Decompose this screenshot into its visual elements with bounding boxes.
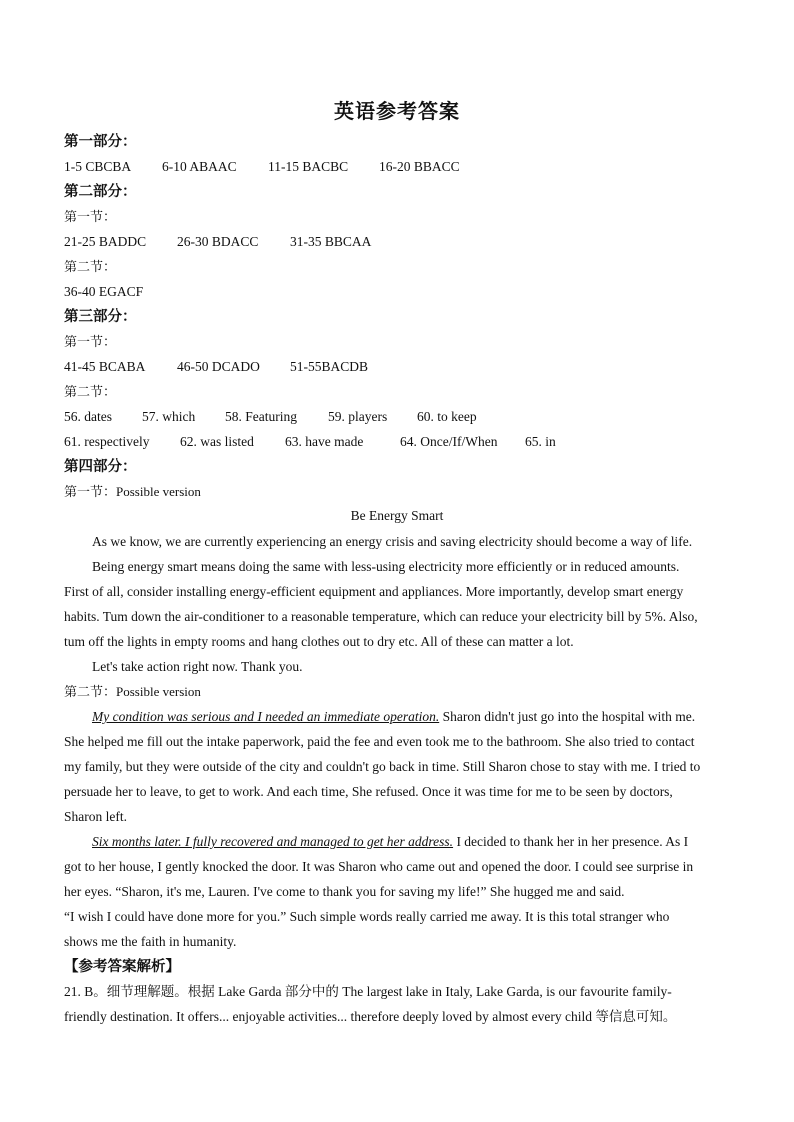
part1-heading: 第一部分： <box>64 134 137 150</box>
answer-group: 6-10 ABAAC <box>162 159 237 174</box>
page-title: 英语参考答案 <box>334 101 460 123</box>
answer-item: 57. which <box>142 409 196 424</box>
answer-item: 65. in <box>525 434 556 449</box>
answer-group: 36-40 EGACF <box>64 284 144 299</box>
part3-row1 <box>64 408 477 426</box>
answer-group: 26-30 BDACC <box>177 234 259 249</box>
story-line: persuade her to leave, to get to work. And each time, She refused. Once it was time for me to be seen by doctors, <box>64 784 673 799</box>
essay-line: tum off the lights in empty rooms and hang clothes out to dry etc. All of these can matter a lot. <box>64 634 574 649</box>
answer-item: 58. Featuring <box>225 409 297 424</box>
part4-section1-label: 第一节：Possible version <box>64 484 201 499</box>
part3-section1-answers <box>64 358 368 376</box>
story-line: got to her house, I gently knocked the door. It was Sharon who came out and opened the door. I could see surprise in <box>64 859 694 874</box>
part3-row2 <box>64 433 556 451</box>
answer-item: 60. to keep <box>417 409 477 424</box>
answer-group: 46-50 DCADO <box>177 359 260 374</box>
story-line: her eyes. “Sharon, it's me, Lauren. I've come to thank you for saving my life!” She hugged me and said. <box>64 884 625 899</box>
answer-item: 56. dates <box>64 409 112 424</box>
answer-group: 41-45 BCABA <box>64 359 146 374</box>
part4-heading: 第四部分： <box>64 459 137 475</box>
story-line: my family, but they were outside of the city and couldn't go back in time. Still Sharon chose to stay with me. I tried to <box>64 759 701 774</box>
story-line <box>92 708 695 726</box>
story-line <box>92 833 688 851</box>
part2-section2-answers <box>64 283 143 301</box>
part2-heading: 第二部分： <box>64 184 137 200</box>
analysis-heading: 【参考答案解析】 <box>64 959 180 975</box>
part1-answers <box>64 158 460 176</box>
part2-section1-answers <box>64 233 371 251</box>
answer-group: 21-25 BADDC <box>64 234 147 249</box>
story-line: “I wish I could have done more for you.” Such simple words really carried me away. It is this total stranger who <box>64 909 670 924</box>
story-line: Sharon left. <box>64 809 127 824</box>
story-text: Sharon didn't just go into the hospital with me. <box>439 709 696 724</box>
answer-item: 63. have made <box>285 434 364 449</box>
essay-line: Being energy smart means doing the same with less-using electricity more efficiently or in reduced amounts. <box>92 559 680 574</box>
answer-group: 16-20 BBACC <box>379 159 460 174</box>
part2-section2-label: 第二节： <box>64 259 117 274</box>
essay-line: Let's take action right now. Thank you. <box>92 659 303 674</box>
part4-section2-label: 第二节：Possible version <box>64 684 201 699</box>
answer-item: 64. Once/If/When <box>400 434 498 449</box>
story-line: She helped me fill out the intake paperwork, paid the fee and even took me to the bathroom. She also tried to contact <box>64 734 695 749</box>
answer-group: 11-15 BACBC <box>268 159 349 174</box>
essay-title: Be Energy Smart <box>350 508 444 523</box>
answer-item: 59. players <box>328 409 388 424</box>
answer-item: 61. respectively <box>64 434 150 449</box>
part3-heading: 第三部分： <box>64 309 137 325</box>
story-line: shows me the faith in humanity. <box>64 934 237 949</box>
part2-section1-label: 第一节： <box>64 209 117 224</box>
story-p2-lead: Six months later. I fully recovered and managed to get her address. <box>92 834 454 849</box>
analysis-line: friendly destination. It offers... enjoyable activities... therefore deeply loved by almost every child 等信息可知。 <box>64 1009 677 1024</box>
part3-section2-label: 第二节： <box>64 384 117 399</box>
analysis-line: 21. B。细节理解题。根据 Lake Garda 部分中的 The largest lake in Italy, Lake Garda, is our favourite family- <box>64 984 672 999</box>
story-text: I decided to thank her in her presence. As I <box>453 834 689 849</box>
part3-section1-label: 第一节： <box>64 334 117 349</box>
answer-group: 1-5 CBCBA <box>64 159 132 174</box>
answer-group: 51-55BACDB <box>290 359 369 374</box>
essay-line: As we know, we are currently experiencing an energy crisis and saving electricity should become a way of life. <box>92 534 693 549</box>
answer-item: 62. was listed <box>180 434 254 449</box>
essay-line: habits. Tum down the air-conditioner to a reasonable temperature, which can reduce your electricity bill by 5%. Also, <box>64 609 698 624</box>
story-p1-lead: My condition was serious and I needed an immediate operation. <box>92 709 440 724</box>
essay-line: First of all, consider installing energy-efficient equipment and appliances. More importantly, develop smart energy <box>64 584 684 599</box>
answer-group: 31-35 BBCAA <box>290 234 372 249</box>
